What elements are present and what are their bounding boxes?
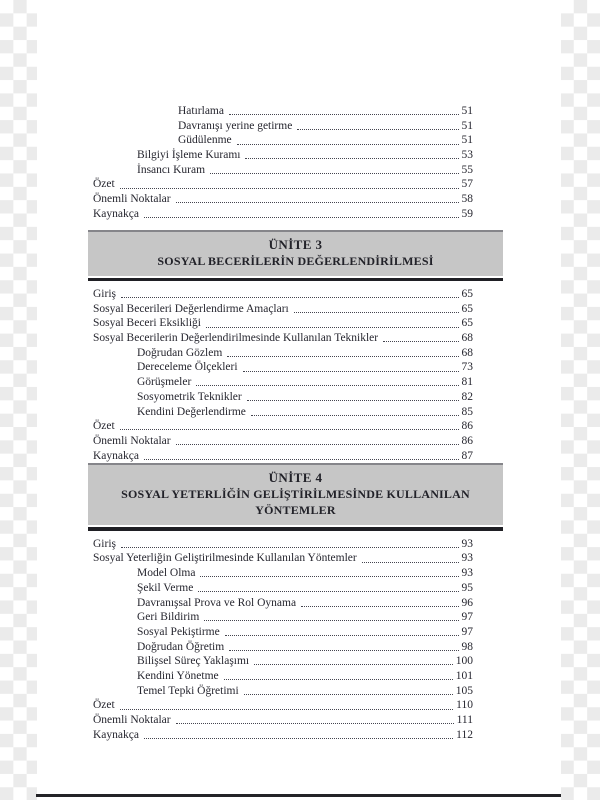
toc-page-number: 58 bbox=[461, 193, 473, 206]
toc-entry-label: Giriş bbox=[93, 288, 116, 300]
toc-entry-label: Sosyal Becerileri Değerlendirme Amaçları bbox=[93, 302, 289, 315]
toc-rows bbox=[93, 104, 473, 222]
toc-page-number: 53 bbox=[461, 149, 473, 162]
dotted-leader bbox=[383, 341, 458, 342]
toc-page-number: 86 bbox=[461, 434, 473, 447]
toc-page-number: 93 bbox=[461, 537, 473, 550]
dotted-leader bbox=[251, 415, 459, 416]
dotted-leader bbox=[120, 188, 459, 189]
toc-entry-label: Sosyal Yeterliğin Geliştirilmesinde Kullanılan Yöntemler bbox=[93, 552, 357, 565]
toc-row bbox=[93, 566, 473, 581]
toc-page-number: 65 bbox=[461, 288, 473, 300]
toc-entry-label: Önemli Noktalar bbox=[93, 714, 171, 726]
unit-number: ÜNİTE 4 bbox=[268, 470, 323, 486]
unit-title: SOSYAL BECERİLERİN DEĞERLENDİRİLMESİ bbox=[157, 253, 434, 268]
toc-row bbox=[93, 449, 473, 464]
toc-row bbox=[93, 104, 473, 119]
dotted-leader bbox=[243, 371, 459, 372]
toc-rows bbox=[93, 537, 473, 743]
toc-row bbox=[93, 669, 473, 684]
toc-entry-label: Kaynakça bbox=[93, 449, 139, 462]
toc-page-number: 86 bbox=[461, 420, 473, 433]
dotted-leader bbox=[297, 129, 458, 130]
dotted-leader bbox=[247, 400, 459, 401]
toc-page-number: 93 bbox=[461, 567, 473, 580]
toc-entry-label: Önemli Noktalar bbox=[93, 193, 171, 206]
toc-row bbox=[93, 346, 473, 361]
unit-number: ÜNİTE 3 bbox=[268, 236, 323, 252]
dotted-leader bbox=[301, 606, 458, 607]
toc-page-number: 93 bbox=[461, 552, 473, 565]
toc-entry-label: Sosyal Becerilerin Değerlendirilmesinde Kullanılan Teknikler bbox=[93, 332, 379, 345]
toc-entry-label: Güdülenme bbox=[178, 134, 232, 147]
toc-entry-label: Davranışsal Prova ve Rol Oynama bbox=[137, 596, 297, 609]
dotted-leader bbox=[210, 173, 458, 174]
dotted-leader bbox=[362, 562, 459, 563]
toc-entry-label: Özet bbox=[93, 420, 115, 433]
dotted-leader bbox=[229, 114, 459, 115]
toc-entry-label: Kaynakça bbox=[93, 728, 139, 741]
toc-page-number: 57 bbox=[461, 178, 473, 191]
toc-entry-label: Geri Bildirim bbox=[137, 611, 200, 624]
toc-entry-label: Özet bbox=[93, 699, 115, 712]
dotted-leader bbox=[244, 694, 453, 695]
toc-page-number: 101 bbox=[455, 669, 473, 682]
toc-page-number: 97 bbox=[461, 625, 473, 638]
dotted-leader bbox=[227, 356, 458, 357]
toc-entry-label: Sosyometrik Teknikler bbox=[137, 390, 242, 403]
dotted-leader bbox=[121, 547, 459, 548]
toc-page-number: 65 bbox=[461, 317, 473, 330]
dotted-leader bbox=[245, 158, 458, 159]
toc-entry-label: Doğrudan Gözlem bbox=[137, 346, 223, 359]
toc-page-number: 97 bbox=[461, 611, 473, 624]
toc-row bbox=[93, 405, 473, 420]
toc-page-number: 68 bbox=[461, 346, 473, 359]
toc-rows bbox=[93, 287, 473, 463]
dotted-leader bbox=[229, 650, 458, 651]
toc-entry-label: Önemli Noktalar bbox=[93, 434, 171, 447]
toc-page-number: 87 bbox=[461, 449, 473, 462]
toc-entry-label: Sosyal Beceri Eksikliği bbox=[93, 317, 201, 330]
table-of-contents bbox=[93, 104, 473, 742]
toc-entry-label: Kendini Yönetme bbox=[137, 669, 219, 682]
toc-row bbox=[93, 537, 473, 552]
dotted-leader bbox=[144, 738, 453, 739]
toc-page-number: 82 bbox=[461, 390, 473, 403]
toc-page-number: 96 bbox=[461, 596, 473, 609]
toc-entry-label: Davranışı yerine getirme bbox=[178, 119, 293, 132]
toc-page-number: 105 bbox=[455, 684, 473, 697]
toc-entry-label: Şekil Verme bbox=[137, 581, 194, 594]
toc-row bbox=[93, 596, 473, 611]
toc-page-number: 51 bbox=[461, 134, 473, 147]
toc-page-number: 68 bbox=[461, 332, 473, 345]
page-bottom-edge bbox=[36, 794, 561, 797]
dotted-leader bbox=[198, 591, 458, 592]
toc-row bbox=[93, 375, 473, 390]
toc-section bbox=[93, 104, 473, 222]
toc-row bbox=[93, 331, 473, 346]
dotted-leader bbox=[294, 312, 459, 313]
toc-row bbox=[93, 728, 473, 743]
toc-entry-label: Dereceleme Ölçekleri bbox=[137, 361, 238, 374]
toc-page-number: 100 bbox=[455, 655, 473, 668]
toc-page-number: 98 bbox=[461, 640, 473, 653]
toc-row bbox=[93, 148, 473, 163]
dotted-leader bbox=[120, 709, 453, 710]
toc-page-number: 112 bbox=[456, 728, 473, 741]
toc-row bbox=[93, 698, 473, 713]
toc-page-number: 59 bbox=[461, 207, 473, 220]
toc-section bbox=[93, 230, 473, 464]
unit-banner bbox=[88, 230, 503, 276]
toc-entry-label: Görüşmeler bbox=[137, 376, 192, 389]
dotted-leader bbox=[204, 620, 458, 621]
toc-entry-label: Kaynakça bbox=[93, 207, 139, 220]
toc-row bbox=[93, 654, 473, 669]
toc-row bbox=[93, 419, 473, 434]
dotted-leader bbox=[176, 723, 454, 724]
toc-section bbox=[93, 463, 473, 742]
toc-row bbox=[93, 119, 473, 134]
dotted-leader bbox=[120, 429, 459, 430]
dotted-leader bbox=[176, 202, 459, 203]
dotted-leader bbox=[121, 297, 459, 298]
toc-page-number: 65 bbox=[461, 302, 473, 315]
toc-row bbox=[93, 360, 473, 375]
toc-page-number: 55 bbox=[461, 163, 473, 176]
toc-row bbox=[93, 287, 473, 302]
toc-entry-label: Bilişsel Süreç Yaklaşımı bbox=[137, 655, 250, 668]
toc-entry-label: İnsancı Kuram bbox=[137, 163, 206, 176]
toc-entry-label: Özet bbox=[93, 178, 115, 191]
dotted-leader bbox=[176, 444, 459, 445]
toc-row bbox=[93, 302, 473, 317]
toc-page-number: 51 bbox=[461, 119, 473, 132]
toc-row bbox=[93, 133, 473, 148]
dotted-leader bbox=[196, 385, 458, 386]
dotted-leader bbox=[224, 679, 453, 680]
toc-entry-label: Kendini Değerlendirme bbox=[137, 405, 246, 418]
dotted-leader bbox=[206, 327, 459, 328]
dotted-leader bbox=[254, 664, 453, 665]
toc-entry-label: Bilgiyi İşleme Kuramı bbox=[137, 149, 241, 162]
dotted-leader bbox=[200, 576, 458, 577]
toc-page-number: 95 bbox=[461, 581, 473, 594]
toc-row bbox=[93, 713, 473, 728]
toc-row bbox=[93, 581, 473, 596]
toc-row bbox=[93, 316, 473, 331]
banner-rule bbox=[88, 527, 503, 531]
dotted-leader bbox=[237, 144, 459, 145]
toc-page-number: 85 bbox=[461, 405, 473, 418]
toc-row bbox=[93, 434, 473, 449]
toc-page-number: 110 bbox=[456, 699, 473, 712]
unit-title: SOSYAL YETERLİĞİN GELİŞTİRİLMESİNDE KULLANILAN YÖNTEMLER bbox=[121, 487, 470, 518]
toc-row bbox=[93, 625, 473, 640]
toc-page-number: 111 bbox=[456, 714, 473, 726]
toc-entry-label: Model Olma bbox=[137, 567, 196, 580]
toc-page-number: 51 bbox=[461, 105, 473, 117]
toc-page-number: 81 bbox=[461, 376, 473, 389]
toc-row bbox=[93, 610, 473, 625]
toc-page-number: 73 bbox=[461, 361, 473, 374]
toc-entry-label: Doğrudan Öğretim bbox=[137, 640, 225, 653]
toc-row bbox=[93, 640, 473, 655]
banner-rule bbox=[88, 278, 503, 282]
toc-entry-label: Hatırlama bbox=[178, 105, 224, 117]
dotted-leader bbox=[144, 459, 459, 460]
toc-row bbox=[93, 390, 473, 405]
unit-banner bbox=[88, 463, 503, 525]
toc-row bbox=[93, 192, 473, 207]
toc-row bbox=[93, 207, 473, 222]
toc-row bbox=[93, 163, 473, 178]
toc-entry-label: Sosyal Pekiştirme bbox=[137, 625, 220, 638]
toc-row bbox=[93, 684, 473, 699]
dotted-leader bbox=[144, 217, 459, 218]
toc-row bbox=[93, 177, 473, 192]
toc-entry-label: Giriş bbox=[93, 537, 116, 550]
toc-entry-label: Temel Tepki Öğretimi bbox=[137, 684, 239, 697]
toc-row bbox=[93, 551, 473, 566]
dotted-leader bbox=[225, 635, 459, 636]
